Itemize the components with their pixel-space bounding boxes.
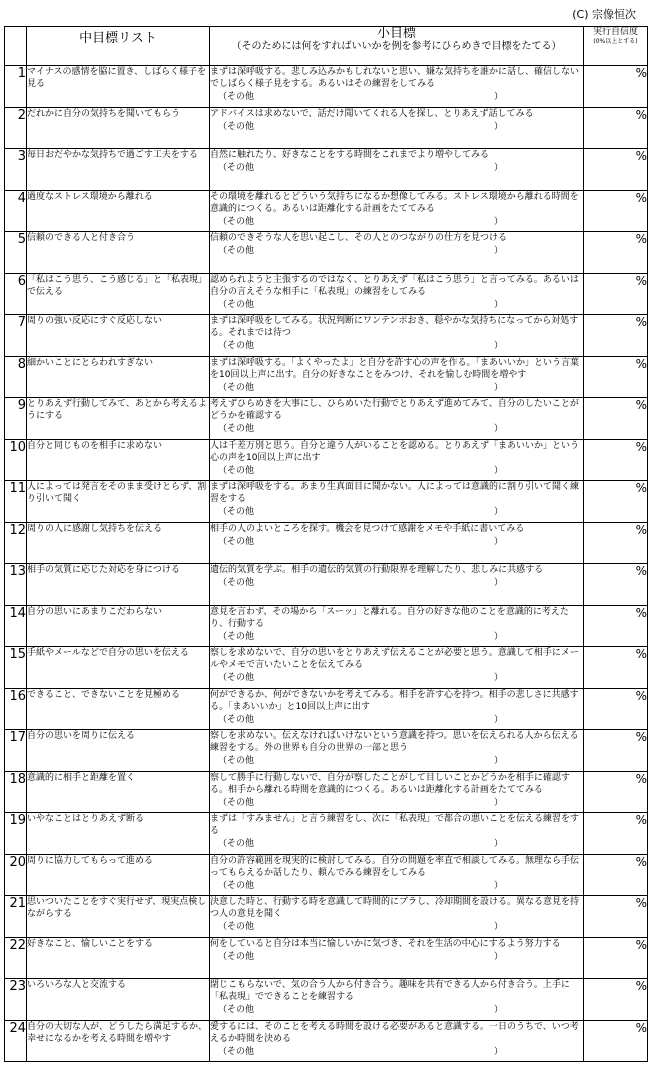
row-number: 9: [5, 398, 27, 440]
small-goal-text: 意見を言わず、その場から「スーッ」と離れる。自分の好きな他のことを意識的に考えたり、行動する: [210, 606, 569, 629]
small-goal-cell: [210, 315, 584, 357]
other-entry: [210, 714, 583, 726]
header-row: [5, 27, 648, 66]
mid-goal-cell: 手紙やメールなどで自分の思いを伝える: [27, 647, 210, 689]
percent-sign: %: [635, 481, 647, 495]
small-goal-text: 遺伝的気質を学ぶ。相手の遺伝的気質の行動限界を理解したり、悲しみに共感する: [210, 565, 544, 575]
percent-sign: %: [635, 149, 647, 163]
other-close: ）: [493, 756, 503, 766]
confidence-cell[interactable]: [584, 66, 648, 108]
header-mid-goal-list: [27, 27, 210, 66]
row-number: 4: [5, 190, 27, 232]
confidence-note: (0%以上とする): [593, 38, 638, 45]
small-goal-cell: [210, 854, 584, 896]
other-label: （その他: [218, 465, 255, 476]
mid-goal-list-title: 中目標リスト: [79, 31, 157, 46]
copyright-notice: (C) 宗像恒次: [572, 8, 636, 21]
confidence-cell[interactable]: [584, 398, 648, 440]
small-goal-cell: [210, 522, 584, 564]
mid-goal-cell: 相手の気質に応じた対応を身につける: [27, 564, 210, 606]
other-label: （その他: [218, 216, 255, 227]
goal-row: [5, 605, 648, 647]
other-close: ）: [493, 578, 503, 588]
other-label: （その他: [218, 299, 255, 310]
percent-sign: %: [635, 1020, 647, 1035]
other-label: （その他: [218, 382, 255, 393]
other-close: ）: [493, 121, 503, 132]
goal-row: [5, 647, 648, 689]
confidence-cell[interactable]: [584, 232, 648, 274]
mid-goal-cell: 毎日おだやかな気持ちで過ごす工夫をする: [27, 149, 210, 191]
other-entry: [210, 536, 583, 548]
other-label: （その他: [218, 341, 255, 351]
goal-row: [5, 439, 648, 481]
other-label: （その他: [218, 1005, 255, 1015]
other-label: （その他: [218, 536, 255, 547]
percent-sign: %: [635, 813, 647, 827]
confidence-cell[interactable]: [584, 439, 648, 481]
small-goal-cell: [210, 1020, 584, 1062]
confidence-cell[interactable]: [584, 771, 648, 813]
mid-goal-cell: 好きなこと、愉しいことをする: [27, 937, 210, 979]
goal-row: [5, 1020, 648, 1062]
small-goal-text: 閉じこもらないで、気の合う人から付き合う。趣味を共有できる人から付き合う。上手に「私表現」でできることを練習する: [210, 980, 570, 1002]
small-goal-note: （そのためには何をすればいいかを例を参考にひらめきで目標をたてる）: [231, 41, 562, 52]
small-goal-cell: [210, 398, 584, 440]
header-number-cell: [5, 27, 27, 66]
other-label: （その他: [218, 951, 255, 962]
mid-goal-cell: 自分の思いにあまりこだわらない: [27, 605, 210, 647]
confidence-cell[interactable]: [584, 315, 648, 357]
confidence-cell[interactable]: [584, 564, 648, 606]
confidence-cell[interactable]: [584, 356, 648, 398]
goal-row: [5, 66, 648, 108]
header-confidence: [584, 27, 648, 66]
mid-goal-cell: 周りの強い反応にすぐ反応しない: [27, 315, 210, 357]
small-goal-text: まずは深呼吸する。悲しみ込みかもしれないと思い、嫌な気持ちを誰かに話し、確信しないでしばらく様子見をする。あるいはその練習をしてみる: [210, 67, 580, 89]
goal-row: [5, 315, 648, 357]
other-close: ）: [493, 92, 503, 102]
small-goal-cell: [210, 66, 584, 108]
row-number: 17: [5, 730, 27, 772]
percent-sign: %: [635, 315, 647, 329]
other-close: ）: [493, 673, 503, 683]
goal-row: [5, 232, 648, 274]
small-goal-text: まずは「すみません」と言う練習をし、次に「私表現」で都合の悪いことを伝える練習をする: [210, 814, 580, 836]
percent-sign: %: [635, 190, 647, 205]
percent-sign: %: [635, 896, 647, 910]
percent-sign: %: [635, 107, 647, 122]
row-number: 21: [5, 896, 27, 938]
small-goal-text: 考えずひらめきを大事にし、ひらめいた行動でとりあえず進めてみて、自分のしたいことがどうかを確認する: [210, 399, 579, 421]
small-goal-cell: [210, 771, 584, 813]
mid-goal-cell: 人によっては発言をそのまま受けとらず、割り引いて聞く: [27, 481, 210, 523]
small-goal-cell: [210, 107, 584, 149]
other-label: （その他: [218, 121, 255, 132]
small-goal-cell: [210, 896, 584, 938]
percent-sign: %: [635, 854, 647, 869]
confidence-cell[interactable]: [584, 896, 648, 938]
goal-row: [5, 854, 648, 896]
percent-sign: %: [635, 771, 647, 786]
row-number: 2: [5, 107, 27, 149]
other-close: ）: [493, 922, 503, 932]
mid-goal-cell: 自分と同じものを相手に求めない: [27, 439, 210, 481]
small-goal-cell: [210, 647, 584, 689]
header-small-goal: [210, 27, 584, 66]
small-goal-text: 決意した時と、行動する時を意識して時間的にブラし、冷却期間を設ける。異なる意見を持つ人の意見を聞く: [210, 897, 580, 919]
small-goal-cell: [210, 605, 584, 647]
goal-row: [5, 979, 648, 1021]
mid-goal-cell: 意識的に相手と距離を置く: [27, 771, 210, 813]
mid-goal-cell: だれかに自分の気持ちを聞いてもらう: [27, 107, 210, 149]
small-goal-cell: [210, 730, 584, 772]
mid-goal-cell: 信頼のできる人と付き合う: [27, 232, 210, 274]
other-close: ）: [493, 216, 503, 227]
small-goal-text: まずは深呼吸する。「よくやったよ」と自分を許す心の声を作る。「まあいいか」という言葉を10回以上声に出す。自分の好きなことをみつけ、それを愉しむ時間を増やす: [210, 357, 580, 380]
mid-goal-cell: とりあえず行動してみて、あとから考えるようにする: [27, 398, 210, 440]
goal-row: [5, 273, 648, 315]
percent-sign: %: [635, 979, 647, 993]
other-entry: [210, 951, 583, 963]
small-goal-cell: [210, 190, 584, 232]
row-number: 18: [5, 771, 27, 813]
other-entry: [210, 382, 583, 394]
other-close: ）: [493, 1046, 503, 1057]
small-goal-cell: [210, 688, 584, 730]
mid-goal-cell: 周りに協力してもらって進める: [27, 854, 210, 896]
goal-row: [5, 107, 648, 149]
other-entry: [210, 91, 583, 103]
confidence-cell[interactable]: [584, 149, 648, 191]
other-close: ）: [493, 507, 503, 517]
small-goal-text: 自分の許容範囲を現実的に検討してみる。自分の問題を率直で相談してみる。無理なら手伝ってもらえるか話したり、頼んでみる練習をしてみる: [210, 855, 580, 878]
confidence-cell[interactable]: [584, 647, 648, 689]
small-goal-text: 何をしていると自分は本当に愉しいかに気づき、それを生活の中心にするよう努力する: [210, 938, 561, 949]
percent-sign: %: [635, 273, 647, 288]
small-goal-text: 自然に触れたり、好きなことをする時間をこれまでより増やしてみる: [210, 150, 490, 160]
row-number: 1: [5, 66, 27, 108]
mid-goal-cell: 「私はこう思う、こう感じる」と「私表現」で伝える: [27, 273, 210, 315]
other-entry: [210, 1046, 583, 1058]
other-label: （その他: [218, 246, 255, 256]
small-goal-cell: [210, 564, 584, 606]
row-number: 19: [5, 813, 27, 855]
goal-row: [5, 896, 648, 938]
other-label: （その他: [218, 507, 255, 517]
other-entry: [210, 838, 583, 850]
mid-goal-cell: 過度なストレス環境から離れる: [27, 190, 210, 232]
row-number: 20: [5, 854, 27, 896]
small-goal-text: 人は千差万別と思う。自分と違う人がいることを認める。とりあえず「まあいいか」という心の声を10回以上声に出す: [210, 440, 580, 463]
goal-row: [5, 190, 648, 232]
other-entry: [210, 245, 583, 257]
other-entry: [210, 465, 583, 477]
goal-row: [5, 356, 648, 398]
small-goal-cell: [210, 937, 584, 979]
mid-goal-cell: 自分の大切な人が、どうしたら満足するか、幸せになるかを考える時間を増やす: [27, 1020, 210, 1062]
other-close: ）: [493, 382, 503, 393]
percent-sign: %: [635, 564, 647, 578]
small-goal-text: 愛するには、そのことを考える時間を設ける必要があると意識する。一日のうちで、いつ考えるか時間を決める: [210, 1021, 579, 1044]
small-goal-cell: [210, 149, 584, 191]
confidence-cell[interactable]: [584, 190, 648, 232]
confidence-cell[interactable]: [584, 107, 648, 149]
row-number: 10: [5, 439, 27, 481]
other-entry: [210, 755, 583, 767]
other-label: （その他: [218, 839, 255, 849]
small-goal-cell: [210, 813, 584, 855]
other-close: ）: [493, 465, 503, 476]
percent-sign: %: [635, 688, 647, 703]
goal-row: [5, 688, 648, 730]
goal-row: [5, 398, 648, 440]
other-entry: [210, 797, 583, 809]
confidence-cell[interactable]: [584, 979, 648, 1021]
mid-goal-cell: マイナスの感情を脇に置き、しばらく様子を見る: [27, 66, 210, 108]
other-close: ）: [493, 714, 503, 725]
small-goal-text: 認められようと主張するのではなく、とりあえず「私はこう思う」と言ってみる。あるいは自分の言えそうな相手に「私表現」の練習をしてみる: [210, 274, 579, 297]
other-entry: [210, 921, 583, 933]
confidence-cell[interactable]: [584, 1020, 648, 1062]
goal-row: [5, 813, 648, 855]
goal-row: [5, 522, 648, 564]
small-goal-cell: [210, 481, 584, 523]
other-entry: [210, 340, 583, 352]
small-goal-title: 小目標: [376, 26, 416, 41]
percent-sign: %: [635, 439, 647, 454]
goal-row: [5, 481, 648, 523]
other-label: （その他: [218, 797, 255, 808]
other-close: ）: [493, 839, 503, 849]
percent-sign: %: [635, 398, 647, 412]
small-goal-cell: [210, 232, 584, 274]
other-entry: [210, 1004, 583, 1016]
percent-sign: %: [635, 522, 647, 537]
percent-sign: %: [635, 730, 647, 744]
row-number: 23: [5, 979, 27, 1021]
row-number: 22: [5, 937, 27, 979]
other-entry: [210, 631, 583, 643]
small-goal-text: まずは深呼吸をする。あまり生真面目に聞かない。人によっては意識的に割り引いて聞く練習をする: [210, 482, 580, 504]
row-number: 12: [5, 522, 27, 564]
other-entry: [210, 423, 583, 435]
row-number: 24: [5, 1020, 27, 1062]
mid-goal-cell: 周りの人に感謝し気持ちを伝える: [27, 522, 210, 564]
other-label: （その他: [218, 880, 255, 891]
row-number: 16: [5, 688, 27, 730]
other-entry: [210, 577, 583, 589]
row-number: 15: [5, 647, 27, 689]
small-goal-cell: [210, 979, 584, 1021]
goal-row: [5, 149, 648, 191]
other-label: （その他: [218, 631, 255, 642]
row-number: 14: [5, 605, 27, 647]
mid-goal-cell: 思いついたことをすぐ実行せず、現実点検しながらする: [27, 896, 210, 938]
row-number: 3: [5, 149, 27, 191]
small-goal-text: アドバイスは求めないで、話だけ聞いてくれる人を探し、とりあえず話してみる: [210, 108, 534, 119]
small-goal-text: 察して勝手に行動しないで、自分が察したことがして目しいことかどうかを相手に確認する。相手から離れる時間を意識的につくる。あるいは距離化する計画をたててみる: [210, 772, 570, 795]
small-goal-text: その環境を離れるとどういう気持ちになるか想像してみる。ストレス環境から離れる時間を意識的につくる。あるいは距離化する計画をたててみる: [210, 191, 579, 214]
confidence-cell[interactable]: [584, 522, 648, 564]
row-number: 5: [5, 232, 27, 274]
percent-sign: %: [635, 647, 647, 661]
other-label: （その他: [218, 756, 255, 766]
row-number: 6: [5, 273, 27, 315]
row-number: 8: [5, 356, 27, 398]
small-goal-text: 察しを求めない。伝えなければいけないという意識を持つ。思いを伝えられる人から伝える練習をする。外の世界も自分の世界の一部と思う: [210, 731, 579, 753]
other-entry: [210, 299, 583, 311]
confidence-cell[interactable]: [584, 854, 648, 896]
confidence-cell[interactable]: [584, 688, 648, 730]
other-label: （その他: [218, 424, 255, 434]
percent-sign: %: [635, 66, 647, 80]
confidence-cell[interactable]: [584, 605, 648, 647]
confidence-cell[interactable]: [584, 937, 648, 979]
small-goal-text: まずは深呼吸をしてみる。状況判断にワンテンポおき、穏やかな気持ちになってから対処する。それまでは待つ: [210, 316, 579, 338]
goal-row: [5, 730, 648, 772]
other-close: ）: [493, 631, 503, 642]
percent-sign: %: [635, 232, 647, 246]
small-goal-cell: [210, 356, 584, 398]
mid-goal-cell: できること、できないことを見極める: [27, 688, 210, 730]
other-close: ）: [493, 246, 503, 256]
mid-goal-cell: いやなことはとりあえず断る: [27, 813, 210, 855]
percent-sign: %: [635, 605, 647, 620]
confidence-cell[interactable]: [584, 730, 648, 772]
other-close: ）: [493, 341, 503, 351]
other-entry: [210, 121, 583, 133]
goal-row: [5, 937, 648, 979]
other-label: （その他: [218, 1046, 255, 1057]
row-number: 7: [5, 315, 27, 357]
other-label: （その他: [218, 714, 255, 725]
other-close: ）: [493, 424, 503, 434]
goal-row: [5, 771, 648, 813]
mid-goal-cell: 自分の思いを周りに伝える: [27, 730, 210, 772]
small-goal-text: 信頼のできそうな人を思い起こし、その人とのつながりの仕方を見つける: [210, 233, 508, 243]
other-label: （その他: [218, 673, 255, 683]
other-entry: [210, 216, 583, 228]
small-goal-text: 何ができるか、何ができないかを考えてみる。相手を許す心を持つ。相手の悲しさに共感する。「まあいいか」と10回以上声に出す: [210, 689, 579, 712]
row-number: 11: [5, 481, 27, 523]
other-close: ）: [493, 1005, 503, 1015]
percent-sign: %: [635, 356, 647, 371]
other-entry: [210, 506, 583, 518]
other-close: ）: [493, 951, 503, 962]
other-label: （その他: [218, 92, 255, 102]
confidence-title: 実行自信度: [592, 27, 638, 37]
other-entry: [210, 672, 583, 684]
mid-goal-cell: いろいろな人と交流する: [27, 979, 210, 1021]
goal-row: [5, 564, 648, 606]
other-close: ）: [493, 163, 503, 173]
small-goal-text: 察しを求めないで、自分の思いをとりあえず伝えることが必要と思う。意識して相手にメールやメモで言いたいことを伝えてみる: [210, 648, 579, 670]
other-close: ）: [493, 299, 503, 310]
other-label: （その他: [218, 922, 255, 932]
mid-goal-cell: 細かいことにとらわれすぎない: [27, 356, 210, 398]
other-label: （その他: [218, 578, 255, 588]
other-close: ）: [493, 880, 503, 891]
percent-sign: %: [635, 937, 647, 952]
other-entry: [210, 880, 583, 892]
small-goal-cell: [210, 273, 584, 315]
small-goal-cell: [210, 439, 584, 481]
row-number: 13: [5, 564, 27, 606]
other-entry: [210, 162, 583, 174]
goal-sheet-table: [4, 26, 648, 1062]
other-close: ）: [493, 797, 503, 808]
other-label: （その他: [218, 163, 255, 173]
small-goal-text: 相手の人のよいところを探す。機会を見つけて感謝をメモや手紙に書いてみる: [210, 523, 525, 534]
confidence-cell[interactable]: [584, 813, 648, 855]
confidence-cell[interactable]: [584, 481, 648, 523]
other-close: ）: [493, 536, 503, 547]
confidence-cell[interactable]: [584, 273, 648, 315]
